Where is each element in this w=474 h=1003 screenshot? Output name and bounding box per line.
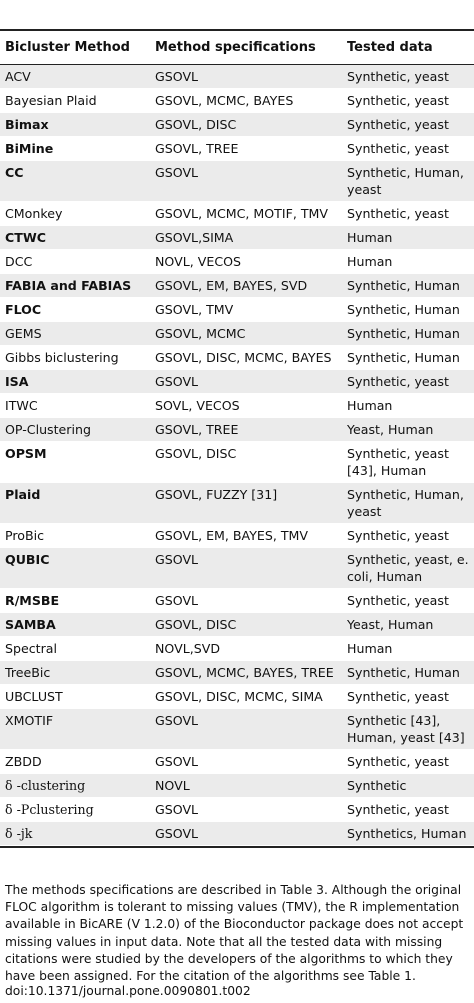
table-row (0, 483, 474, 524)
bicluster-methods-table (0, 31, 474, 846)
cell-method: CMonkey (0, 202, 150, 226)
cell-method: QUBIC (0, 548, 150, 589)
table-row (0, 822, 474, 846)
cell-specifications: GSOVL, TREE (150, 418, 342, 442)
cell-tested-data: Human (342, 226, 474, 250)
table-row (0, 637, 474, 661)
cell-specifications: GSOVL (150, 798, 342, 822)
header-bicluster-method: Bicluster Method (0, 31, 150, 65)
table-row (0, 274, 474, 298)
table-row (0, 613, 474, 637)
cell-tested-data: Yeast, Human (342, 418, 474, 442)
cell-specifications: GSOVL, DISC, MCMC, SIMA (150, 685, 342, 709)
doi-text: doi:10.1371/journal.pone.0090801.t002 (5, 984, 251, 998)
cell-method: R/MSBE (0, 589, 150, 613)
cell-method: ITWC (0, 394, 150, 418)
table-row (0, 322, 474, 346)
cell-tested-data: Synthetic, Human (342, 661, 474, 685)
cell-method: CC (0, 161, 150, 202)
cell-method: FABIA and FABIAS (0, 274, 150, 298)
cell-specifications: NOVL,SVD (150, 637, 342, 661)
cell-method: FLOC (0, 298, 150, 322)
cell-method: ProBic (0, 524, 150, 548)
cell-method: OP-Clustering (0, 418, 150, 442)
cell-tested-data: Synthetic, Human (342, 298, 474, 322)
cell-method: SAMBA (0, 613, 150, 637)
cell-specifications: GSOVL (150, 161, 342, 202)
cell-tested-data: Synthetic, Human, yeast (342, 161, 474, 202)
table-row (0, 65, 474, 89)
cell-tested-data: Synthetic, yeast (342, 524, 474, 548)
cell-specifications: GSOVL, EM, BAYES, TMV (150, 524, 342, 548)
cell-tested-data: Synthetic, yeast (342, 137, 474, 161)
cell-specifications: GSOVL (150, 750, 342, 774)
cell-method: Bayesian Plaid (0, 89, 150, 113)
cell-method: ISA (0, 370, 150, 394)
table-header-row (0, 31, 474, 65)
cell-method: CTWC (0, 226, 150, 250)
table-footnote: The methods specifications are described in Table 3. Although the original FLOC algorithm is tolerant to missing values (TMV), the R implementation available in BicARE (V 1.2.0) of the Bioconductor package does not accept missing values in input data. Note that all the tested data with missing citations were studied by the developers of the algorithms to which they have been assigned. For the citation of the algorithms see Table 1. (5, 883, 464, 984)
table-row (0, 113, 474, 137)
cell-method: OPSM (0, 442, 150, 483)
table-row (0, 370, 474, 394)
cell-method: Gibbs biclustering (0, 346, 150, 370)
cell-tested-data: Human (342, 394, 474, 418)
cell-specifications: GSOVL, DISC (150, 442, 342, 483)
cell-specifications: GSOVL (150, 709, 342, 750)
cell-specifications: GSOVL, DISC (150, 613, 342, 637)
cell-specifications: GSOVL,SIMA (150, 226, 342, 250)
table-row (0, 709, 474, 750)
cell-specifications: GSOVL (150, 65, 342, 89)
table-row (0, 298, 474, 322)
cell-method: Bimax (0, 113, 150, 137)
table-row (0, 798, 474, 822)
cell-specifications: GSOVL, TMV (150, 298, 342, 322)
cell-tested-data: Synthetics, Human (342, 822, 474, 846)
cell-method: BiMine (0, 137, 150, 161)
cell-method: ACV (0, 65, 150, 89)
cell-specifications: GSOVL, MCMC, MOTIF, TMV (150, 202, 342, 226)
cell-tested-data: Synthetic, Human, yeast (342, 483, 474, 524)
table-row (0, 202, 474, 226)
cell-specifications: SOVL, VECOS (150, 394, 342, 418)
table-row (0, 250, 474, 274)
cell-specifications: GSOVL, FUZZY [31] (150, 483, 342, 524)
table-row (0, 161, 474, 202)
table-row (0, 137, 474, 161)
top-margin (0, 0, 474, 30)
cell-specifications: GSOVL (150, 589, 342, 613)
cell-tested-data: Synthetic, yeast (342, 89, 474, 113)
cell-specifications: GSOVL, MCMC (150, 322, 342, 346)
cell-specifications: NOVL (150, 774, 342, 798)
cell-method: Plaid (0, 483, 150, 524)
cell-tested-data: Synthetic, yeast (342, 798, 474, 822)
cell-method: ZBDD (0, 750, 150, 774)
cell-tested-data: Synthetic, yeast (342, 202, 474, 226)
cell-tested-data: Human (342, 637, 474, 661)
cell-tested-data: Synthetic, yeast (342, 750, 474, 774)
table-row (0, 750, 474, 774)
table-row (0, 685, 474, 709)
table-row (0, 394, 474, 418)
table-bottom-rule (0, 846, 474, 848)
table-row (0, 524, 474, 548)
cell-specifications: GSOVL, DISC, MCMC, BAYES (150, 346, 342, 370)
cell-tested-data: Synthetic [43], Human, yeast [43] (342, 709, 474, 750)
cell-tested-data: Synthetic, yeast [43], Human (342, 442, 474, 483)
cell-tested-data: Synthetic, Human (342, 346, 474, 370)
cell-tested-data: Synthetic, yeast (342, 685, 474, 709)
table-row (0, 346, 474, 370)
cell-tested-data: Synthetic, yeast (342, 370, 474, 394)
table-row (0, 661, 474, 685)
cell-specifications: GSOVL, EM, BAYES, SVD (150, 274, 342, 298)
cell-specifications: NOVL, VECOS (150, 250, 342, 274)
cell-method: XMOTIF (0, 709, 150, 750)
cell-tested-data: Synthetic, yeast (342, 589, 474, 613)
table-row (0, 589, 474, 613)
table-row (0, 89, 474, 113)
table-row (0, 226, 474, 250)
cell-specifications: GSOVL (150, 822, 342, 846)
cell-tested-data: Human (342, 250, 474, 274)
cell-method: δ -clustering (0, 774, 150, 798)
cell-specifications: GSOVL (150, 370, 342, 394)
header-tested-data: Tested data (342, 31, 474, 65)
cell-method: GEMS (0, 322, 150, 346)
header-method-specifications: Method specifications (150, 31, 342, 65)
cell-tested-data: Yeast, Human (342, 613, 474, 637)
cell-specifications: GSOVL, MCMC, BAYES, TREE (150, 661, 342, 685)
cell-tested-data: Synthetic, Human (342, 322, 474, 346)
table-row (0, 548, 474, 589)
cell-tested-data: Synthetic, yeast, e. coli, Human (342, 548, 474, 589)
cell-method: δ -jk (0, 822, 150, 846)
cell-tested-data: Synthetic, Human (342, 274, 474, 298)
cell-method: Spectral (0, 637, 150, 661)
cell-method: δ -Pclustering (0, 798, 150, 822)
cell-tested-data: Synthetic (342, 774, 474, 798)
table-row (0, 774, 474, 798)
cell-tested-data: Synthetic, yeast (342, 65, 474, 89)
cell-method: TreeBic (0, 661, 150, 685)
cell-specifications: GSOVL, TREE (150, 137, 342, 161)
table-row (0, 418, 474, 442)
cell-specifications: GSOVL, MCMC, BAYES (150, 89, 342, 113)
cell-tested-data: Synthetic, yeast (342, 113, 474, 137)
cell-method: DCC (0, 250, 150, 274)
cell-specifications: GSOVL, DISC (150, 113, 342, 137)
table-row (0, 442, 474, 483)
cell-specifications: GSOVL (150, 548, 342, 589)
cell-method: UBCLUST (0, 685, 150, 709)
